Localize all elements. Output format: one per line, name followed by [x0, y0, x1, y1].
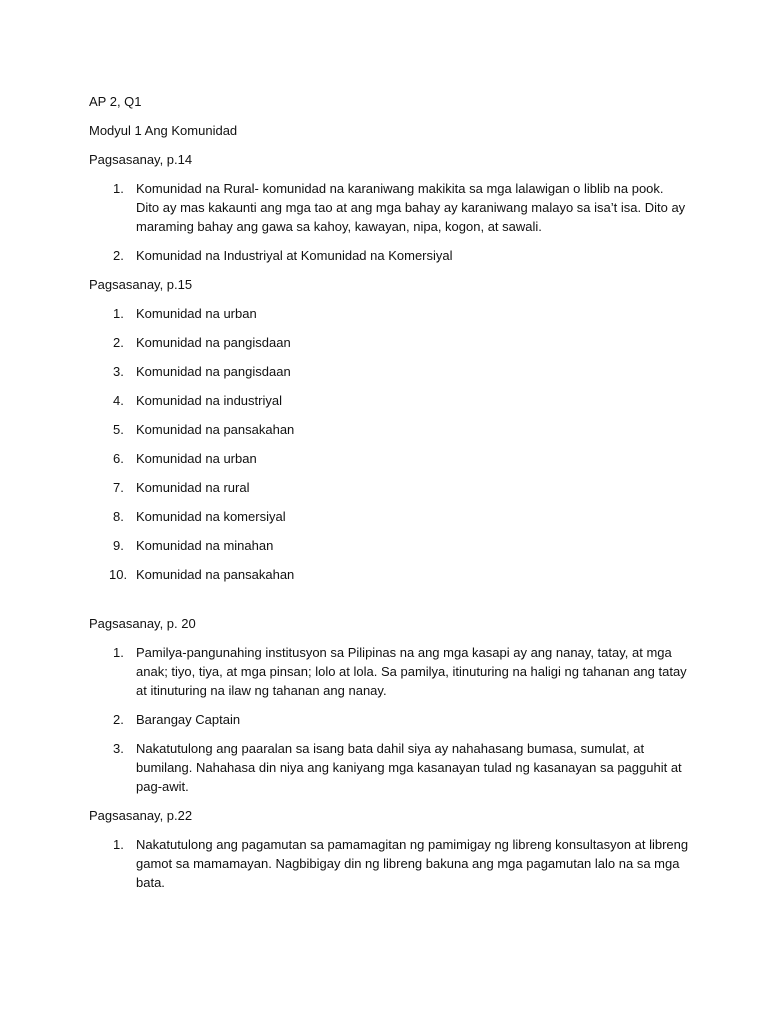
list-item: 9. Komunidad na minahan — [113, 538, 274, 553]
list-item: 10. Komunidad na pansakahan — [109, 567, 295, 582]
subject-line: AP 2, Q1 — [89, 94, 142, 109]
answer-list-p14 — [89, 179, 689, 265]
section-heading-p15: Pagsasanay, p.15 — [89, 277, 193, 292]
answer-list-p22 — [89, 835, 689, 892]
answer-list-p20 — [89, 643, 689, 796]
list-item: 5. Komunidad na pansakahan — [113, 422, 295, 437]
list-item: 2. Komunidad na Industriyal at Komunidad na Komersiyal — [113, 248, 453, 263]
list-item: 7. Komunidad na rural — [113, 480, 250, 495]
list-item: 6. Komunidad na urban — [113, 451, 257, 466]
section-heading-p20: Pagsasanay, p. 20 — [89, 616, 196, 631]
list-item: 1. Komunidad na Rural- komunidad na karaniwang makikita sa mga lalawigan o liblib na pook. Dito ay mas kakaunti ang mga tao at ang mga bahay ay karaniwang malayo sa isa’t isa. Dito ay maraming bahay ang gawa sa kahoy, kawayan, nipa, kogon, at sawali. — [113, 181, 686, 234]
list-item: 2. Komunidad na pangisdaan — [113, 335, 291, 350]
list-item: 1. Komunidad na urban — [113, 306, 257, 321]
list-item: 3. Nakatutulong ang paaralan sa isang bata dahil siya ay nahahasang bumasa, sumulat, at bumilang. Nahahasa din niya ang kaniyang mga kasanayan tulad ng kasanayan sa pagguhit at pag-awit. — [113, 741, 682, 794]
list-item: 8. Komunidad na komersiyal — [113, 509, 286, 524]
list-item: 1. Pamilya-pangunahing institusyon sa Pilipinas na ang mga kasapi ay ang nanay, tatay, at mga anak; tiyo, tiya, at mga pinsan; lolo at lola. Sa pamilya, itinuturing na haligi ng tahanan ang tatay at itinuturing na ilaw ng tahanan ang nanay. — [113, 645, 687, 698]
section-heading-p22: Pagsasanay, p.22 — [89, 808, 193, 823]
module-title: Modyul 1 Ang Komunidad — [89, 123, 238, 138]
section-heading-p14: Pagsasanay, p.14 — [89, 152, 193, 167]
list-item: 3. Komunidad na pangisdaan — [113, 364, 291, 379]
section-spacer — [89, 594, 689, 614]
list-item: 1. Nakatutulong ang pagamutan sa pamamagitan ng pamimigay ng libreng konsultasyon at libreng gamot sa mamamayan. Nagbibigay din ng libreng bakuna ang mga pagamutan lalo na sa mga bata. — [113, 837, 689, 890]
list-item: 2. Barangay Captain — [113, 712, 241, 727]
answer-list-p15 — [89, 304, 689, 584]
document-content — [89, 92, 689, 902]
list-item: 4. Komunidad na industriyal — [113, 393, 282, 408]
